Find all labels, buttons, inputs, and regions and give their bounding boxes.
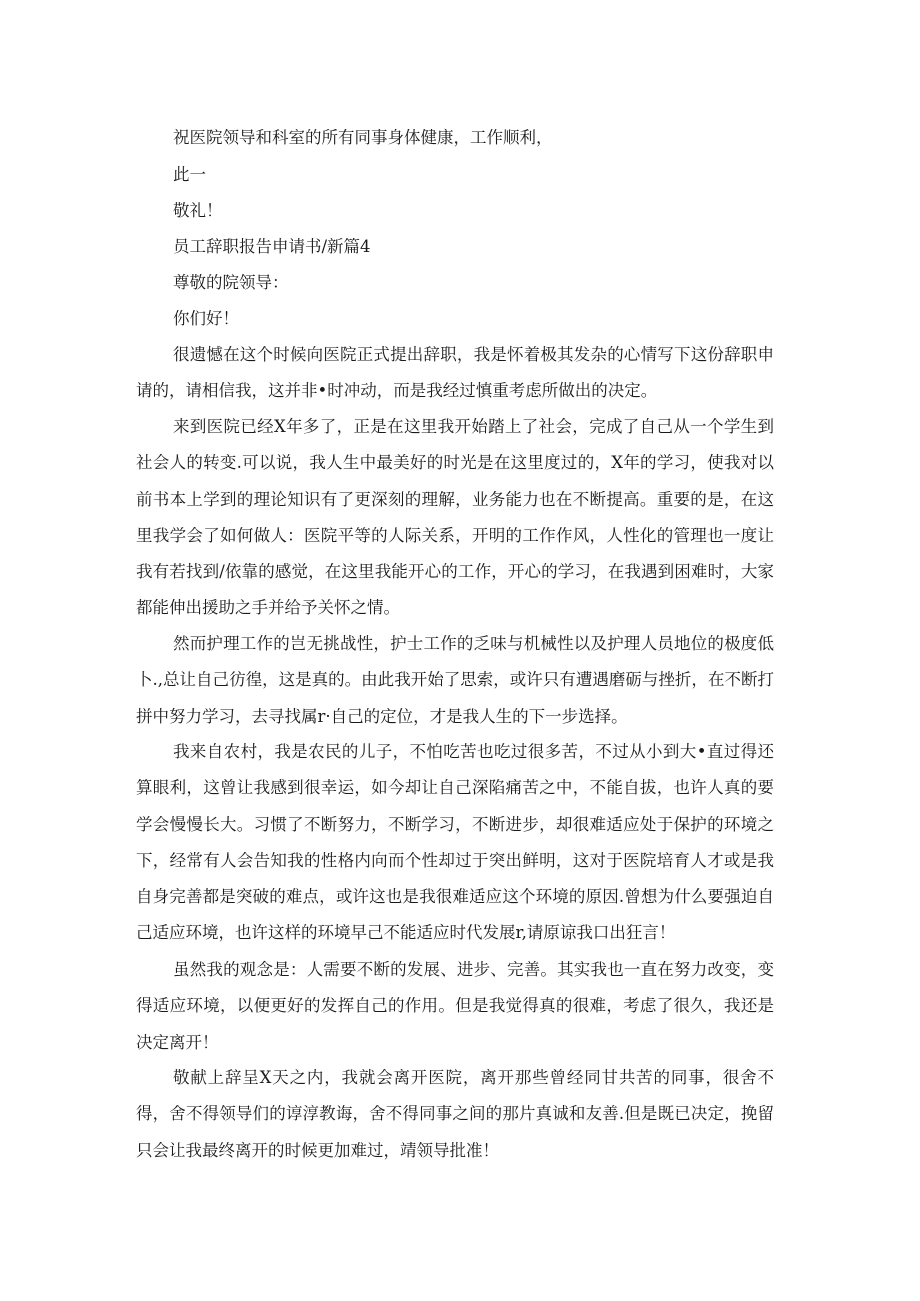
greeting: 你们好！ xyxy=(173,309,239,328)
salutation: 尊敬的院领导： xyxy=(173,273,289,292)
section-title: 员工辞职报告申请书/新篇4 xyxy=(173,237,371,256)
body-paragraph-1: 很遗憾在这个时候向医院正式提出辞职，我是怀着极其发杂的心情写下这份辞职申请的，请相信我，这并非•时冲动，而是我经过慎重考虑所做出的决定。 xyxy=(136,345,774,401)
wishes-line: 祝医院领导和科室的所有同事身体健康，工作顺利， xyxy=(173,128,553,147)
body-paragraph-5: 虽然我的观念是：人需要不断的发展、进步、完善。其实我也一直在努力改变，变得适应环境，以便更好的发挥自己的作用。但是我觉得真的很难，考虑了很久，我还是决定离开！ xyxy=(136,960,774,1052)
body-paragraph-4: 我来自农村，我是农民的儿子，不怕吃苦也吃过很多苦，不过从小到大•直过得还算眼利，这曾让我感到很幸运，如今却让自己深陷痛苦之中，不能自拔，也许人真的要学会慢慢长大。习惯了不断努力，不断学习，不断进步，却很难适应处于保护的环境之下，经常有人会告知我的性格内向而个性却过于突出鲜明，这对于医院培育人才或是我自身完善都是突破的难点，或许这也是我很难适应这个环境的原因.曾想为什么要强迫自己适应环境，也许这样的环境早己不能适应时代发展r,请原谅我口出狂言！ xyxy=(136,742,774,943)
closing-line-2: 敬礼！ xyxy=(173,201,223,220)
body-paragraph-6: 敬献上辞呈X天之内，我就会离开医院，离开那些曾经同甘共苦的同事，很舍不得，舍不得领导们的谆淳教诲，舍不得同事之间的那片真诚和友善.但是既已决定，挽留只会让我最终离开的时候更加难过，靖领导批准！ xyxy=(136,1068,774,1160)
closing-line-1: 此一 xyxy=(173,165,206,184)
body-paragraph-3: 然而护理工作的岂无挑战性，护士工作的乏味与机械性以及护理人员地位的极度低卜.,总让自己彷徨，这是真的。由此我开始了思索，或许只有遭遇磨砺与挫折，在不断打拼中努力学习，去寻找属r·自己的定位，才是我人生的下一步选择。 xyxy=(136,634,774,726)
body-paragraph-2: 来到医院已经X年多了，正是在这里我开始踏上了社会，完成了自己从一个学生到社会人的转变.可以说，我人生中最美好的时光是在这里度过的，X年的学习，使我对以前书本上学到的理论知识有了更深刻的理解，业务能力也在不断提高。重要的是，在这里我学会了如何做人：医院平等的人际关系，开明的工作作风，人性化的管理也一度让我有若找到/依靠的感觉，在这里我能开心的工作，开心的学习，在我遇到困难时，大家都能伸出援助之手并给予关怀之情。 xyxy=(136,417,774,618)
